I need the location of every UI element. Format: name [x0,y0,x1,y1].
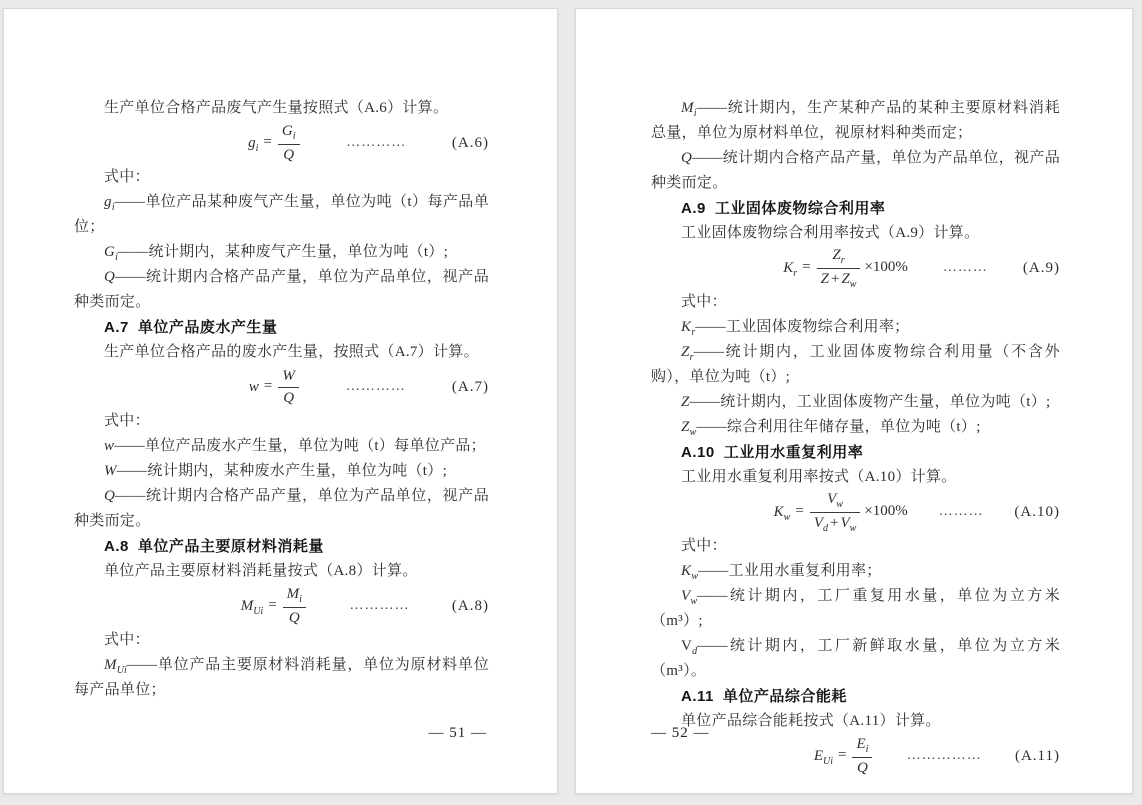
paragraph: 式中： [681,294,727,310]
fraction-numerator [278,368,299,388]
math-variable: Z [681,344,690,360]
math-variable: G [281,122,293,139]
definition-text: ——单位产品某种废气产生量，单位为吨（t）每产品单位； [74,194,489,235]
symbol-definition [74,240,489,265]
fraction-numerator [817,247,861,269]
leader-dots: …………… [906,748,982,763]
definition-text: ——统计期内合格产品产量，单位为产品单位，视产品种类而定。 [74,488,489,529]
equals-sign: = [263,378,273,395]
math-variable: V [681,638,693,654]
math-variable: w [248,378,259,395]
math-subscript: w [689,427,697,438]
definition-text: ——统计期内，某种废水产生量，单位为吨（t）; [116,463,448,479]
section-heading [651,196,1060,221]
fraction-numerator [810,491,860,513]
paragraph: 式中： [104,413,150,429]
fraction-denominator [278,145,300,164]
plus-operator: + [830,270,840,287]
formula-expression [249,368,300,407]
fraction [278,123,300,164]
symbol-definition [74,484,489,534]
math-variable: M [681,100,694,116]
definition-text: ——综合利用往年储存量，单位为吨（t）; [696,419,981,435]
formula [74,585,489,627]
symbol-definition [651,340,1060,390]
symbol-definition [651,634,1060,684]
math-subscript: w [690,596,698,607]
formula-expression [774,491,908,534]
paragraph: 单位产品主要原材料消耗量按式（A.8）计算。 [104,563,418,579]
math-subscript: Ui [116,665,127,676]
definition-text: ——单位产品废水产生量，单位为吨（t）每单位产品； [114,438,486,454]
math-subscript: w [783,511,791,523]
math-variable: V [813,514,823,531]
paragraph: 工业固体废物综合利用率按式（A.9）计算。 [681,225,980,241]
math-variable: K [783,259,794,276]
math-variable: Z [681,394,690,410]
math-variable: M [286,585,300,602]
fraction-numerator [283,586,306,608]
equals-sign: = [802,259,811,276]
formula-suffix: ×100% [864,259,908,276]
math-variable: K [681,319,692,335]
definition-text: ——统计期内，生产某种产品的某种主要原材料消耗总量，单位为原材料单位，视原材料种类而定； [651,100,1060,141]
paragraph: 式中： [104,632,150,648]
math-variable: Z [832,246,841,263]
formula-expression [814,736,874,777]
math-variable: Z [681,419,690,435]
section-title: 单位产品主要原材料消耗量 [137,538,324,555]
paragraph: 工业用水重复利用率按式（A.10）计算。 [681,469,957,485]
section-title: 单位产品综合能耗 [722,688,847,705]
paragraph: 式中： [681,538,727,554]
math-subscript: w [849,278,857,290]
symbol-definition [651,96,1060,146]
symbol-definition [74,653,489,703]
leader-dots: ………… [349,598,410,613]
math-variable: Z [841,270,850,287]
math-variable: g [248,134,256,151]
math-subscript: r [691,327,696,338]
symbol-definition [651,415,1060,440]
math-variable: Q [283,389,295,406]
math-subscript: Ui [253,605,264,617]
section-number: A.7 [104,319,129,336]
symbol-definition [74,265,489,315]
section-heading [651,440,1060,465]
formula [651,491,1060,533]
math-variable: Q [288,609,300,626]
fraction [278,368,299,407]
equals-sign: = [263,134,272,151]
fraction-denominator [852,758,872,777]
math-variable: M [240,597,254,614]
leader-dots: ……… [938,504,984,519]
math-subscript: i [115,252,118,263]
math-subscript: i [299,593,302,605]
definition-text: ——统计期内，工厂新鲜取水量，单位为立方米（m³）。 [651,638,1060,679]
math-subscript: i [865,743,869,755]
math-variable: Z [820,270,829,287]
paragraph: 生产单位合格产品废气产生量按照式（A.6）计算。 [104,100,449,116]
math-subscript: i [111,202,115,213]
plus-operator: + [829,514,839,531]
equals-sign: = [268,597,277,614]
math-variable: K [681,563,692,579]
formula-expression [248,123,300,164]
symbol-definition [74,434,489,459]
math-variable: w [104,438,115,454]
formula-label: (A.9) [1022,259,1060,276]
fraction [283,586,306,627]
section-number: A.10 [681,444,715,461]
math-subscript: i [292,130,296,142]
math-variable: g [104,194,112,210]
math-variable: Q [857,759,868,776]
formula-label: (A.8) [451,597,489,614]
section-number: A.8 [104,538,129,555]
symbol-definition [651,146,1060,196]
math-subscript: d [692,646,698,657]
section-title: 工业固体废物综合利用率 [714,200,886,217]
section-title: 工业用水重复利用率 [723,444,864,461]
math-variable: Q [104,269,116,285]
symbol-definition [651,315,1060,340]
paragraph: 生产单位合格产品的废水产生量，按照式（A.7）计算。 [104,344,479,360]
formula-label: (A.10) [1014,503,1060,520]
math-subscript: i [693,108,697,119]
math-variable: E [856,735,866,752]
math-subscript: w [849,522,857,534]
math-subscript: i [255,142,259,154]
symbol-definition [74,459,489,484]
symbol-definition [651,390,1060,415]
math-variable: V [827,490,837,507]
fraction-denominator [283,608,306,627]
leader-dots: ……… [942,260,988,275]
math-subscript: r [793,267,798,279]
section-heading [651,684,1060,709]
definition-text: ——单位产品主要原材料消耗量，单位为原材料单位每产品单位； [74,657,489,698]
equals-sign: = [837,747,847,764]
math-variable: Q [681,150,693,166]
page-51-content [4,9,557,703]
math-variable: M [104,657,117,673]
section-heading [74,315,489,340]
math-subscript: w [691,571,698,582]
symbol-definition [651,559,1060,584]
definition-text: ——统计期内，工厂重复用水量，单位为立方米（m³）; [651,588,1060,629]
formula-label: (A.6) [451,134,489,151]
formula-suffix: ×100% [864,503,908,520]
section-title: 单位产品废水产生量 [137,319,278,336]
math-variable: E [813,747,823,764]
symbol-definition [74,190,489,240]
definition-text: ——工业用水重复利用率； [697,563,882,579]
math-variable: V [681,588,691,604]
math-variable: W [282,367,295,384]
fraction [810,491,860,534]
math-variable: K [773,503,784,520]
page-52-content [576,9,1132,777]
definition-text: ——统计期内合格产品产量，单位为产品单位，视产品种类而定。 [74,269,489,310]
paragraph: 单位产品综合能耗按式（A.11）计算。 [681,713,941,729]
equals-sign: = [795,503,804,520]
math-variable: V [840,514,850,531]
formula-label: (A.7) [451,378,489,395]
formula-label: (A.11) [1014,747,1060,764]
page-number: — 52 — [651,725,710,741]
symbol-definition [651,584,1060,634]
math-subscript: r [689,352,694,363]
formula-expression [783,247,908,290]
fraction [852,736,872,777]
definition-text: ——工业固体废物综合利用率； [695,319,910,335]
math-subscript: d [822,522,828,534]
page-number: — 51 — [428,725,487,741]
section-number: A.9 [681,200,706,217]
fraction-numerator [278,123,300,145]
math-variable: G [104,244,116,260]
math-variable: Q [104,488,116,504]
formula [74,366,489,408]
fraction-numerator [852,736,872,758]
paragraph: 式中： [104,169,150,185]
math-subscript: Ui [822,755,833,767]
section-heading [74,534,489,559]
fraction-denominator [817,269,861,290]
formula [651,247,1060,289]
formula [74,122,489,164]
definition-text: ——统计期内，工业固体废物综合利用量（不含外购），单位为吨（t）; [651,344,1060,385]
definition-text: ——统计期内，工业固体废物产生量，单位为吨（t）; [689,394,1051,410]
math-variable: W [104,463,117,479]
leader-dots: ………… [346,135,407,150]
definition-text: ——统计期内合格产品产量，单位为产品单位，视产品种类而定。 [651,150,1060,191]
fraction-denominator [810,513,860,534]
section-number: A.11 [681,688,714,705]
definition-text: ——统计期内，某种废气产生量，单位为吨（t）; [117,244,449,260]
formula [651,735,1060,777]
formula-expression [241,586,307,627]
document-page-52 [575,8,1133,794]
math-variable: Q [283,146,295,163]
math-subscript: r [840,254,845,266]
fraction [817,247,861,290]
leader-dots: ………… [345,379,406,394]
fraction-denominator [278,388,299,407]
document-page-51 [3,8,558,794]
math-subscript: w [836,498,843,510]
